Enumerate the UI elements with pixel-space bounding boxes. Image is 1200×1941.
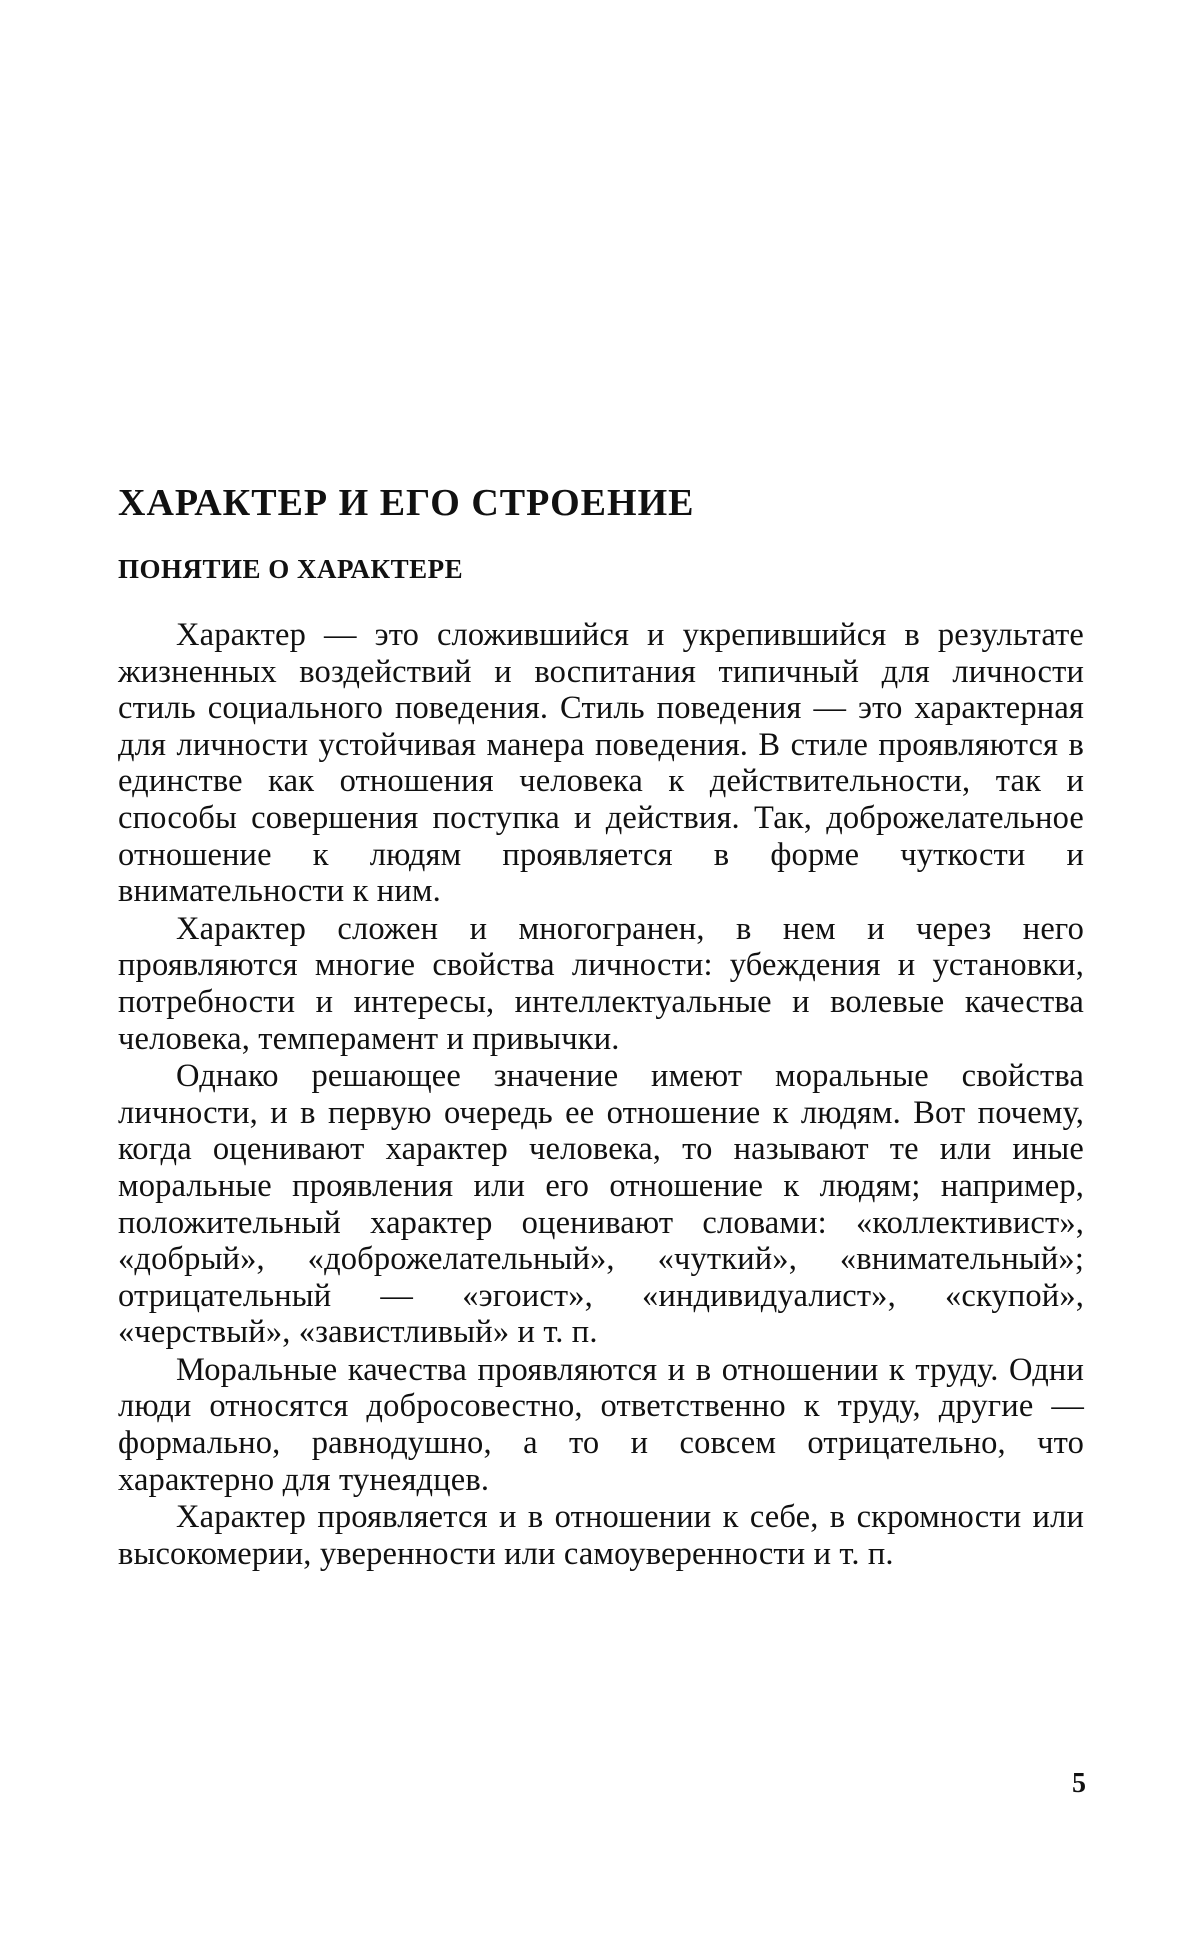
body-text xyxy=(118,617,1084,1572)
page-content xyxy=(118,480,1084,1572)
paragraph: Характер — это сложившийся и укрепившийся в результате жизненных воздействий и воспитания типичный для личности стиль социального поведения. Стиль поведения — это характерная для личности устойчивая манера поведения. В стиле проявляются в единстве как отношения человека к действительности, так и способы совершения поступка и действия. Так, доброжелательное отношение к людям проявляется в форме чуткости и внимательности к ним. xyxy=(118,617,1084,910)
paragraph: Характер проявляется и в отношении к себе, в скромности или высокомерии, уверенности или самоуверенности и т. п. xyxy=(118,1499,1084,1572)
page-number: 5 xyxy=(1072,1768,1086,1799)
chapter-title: ХАРАКТЕР И ЕГО СТРОЕНИЕ xyxy=(118,482,695,524)
section-title: ПОНЯТИЕ О ХАРАКТЕРЕ xyxy=(118,554,464,584)
paragraph: Характер сложен и многогранен, в нем и через него проявляются многие свойства личности: убеждения и установки, потребности и интересы, интеллектуальные и волевые качества человека, темперамент и привычки. xyxy=(118,910,1084,1057)
paragraph: Однако решающее значение имеют моральные свойства личности, и в первую очередь ее отношение к людям. Вот почему, когда оценивают характер человека, то называют те или иные моральные проявления или его отношение к людям; например, положительный характер оценивают словами: «коллективист», «добрый», «доброжелательный», «чуткий», «внимательный»; отрицательный — «эгоист», «индивидуалист», «скупой», «черствый», «завистливый» и т. п. xyxy=(118,1058,1084,1351)
paragraph: Моральные качества проявляются и в отношении к труду. Одни люди относятся добросовестно, ответственно к труду, другие — формально, равнодушно, а то и совсем отрицательно, что характерно для тунеядцев. xyxy=(118,1351,1084,1498)
